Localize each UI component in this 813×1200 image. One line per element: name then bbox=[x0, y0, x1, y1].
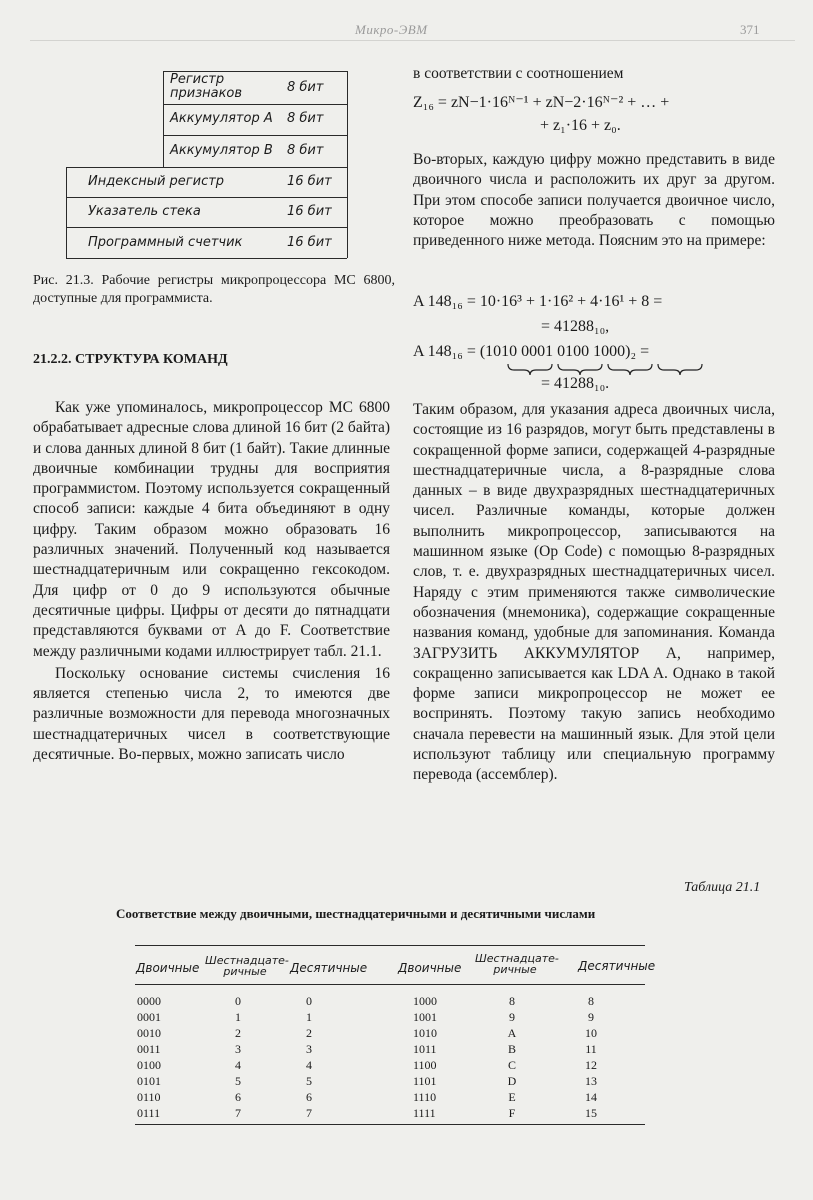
register-pc-bits: 16 бит bbox=[287, 235, 332, 250]
register-index-bits: 16 бит bbox=[287, 174, 332, 189]
underbrace-4 bbox=[658, 364, 702, 375]
header-hex-right-line1: Шестнадцате- bbox=[475, 952, 559, 965]
running-title: Микро-ЭВМ bbox=[355, 22, 428, 37]
cell-hex-right: C bbox=[507, 1058, 516, 1072]
left-column bbox=[33, 398, 390, 765]
cell-decimal-left: 5 bbox=[306, 1074, 312, 1088]
register-pc-name: Программный счетчик bbox=[88, 235, 243, 250]
register-acc-a-bits: 8 бит bbox=[287, 111, 324, 126]
formula-1-line-2: + z₁·16 + z₀. bbox=[540, 117, 621, 134]
cell-binary-right: 1101 bbox=[413, 1074, 437, 1088]
cell-binary-left: 0111 bbox=[137, 1106, 161, 1120]
table-title: Соответствие между двоичными, шестнадцатеричными и десятичными числами bbox=[116, 906, 596, 921]
cell-binary-left: 0100 bbox=[137, 1058, 161, 1072]
formula-2-line-1: A 148₁₆ = 10·16³ + 1·16² + 4·16¹ + 8 = bbox=[413, 293, 663, 310]
header-hex-left-line2: ричные bbox=[223, 965, 267, 978]
cell-binary-left: 0101 bbox=[137, 1074, 161, 1088]
cell-binary-right: 1010 bbox=[413, 1026, 437, 1040]
cell-hex-left: 0 bbox=[235, 994, 241, 1008]
cell-hex-right: F bbox=[508, 1106, 516, 1120]
cell-decimal-left: 7 bbox=[306, 1106, 312, 1120]
header-hex-left-line1: Шестнадцате- bbox=[205, 954, 289, 967]
cell-hex-left: 2 bbox=[235, 1026, 241, 1040]
left-paragraph-1: Как уже упоминалось, микропроцессор МС 6800 обрабатывает адресные слова длиной 16 бит (2 байта) и слова данных длиной 8 бит (1 байт). Такие длинные двоичные комбинации трудны для восприятия программистом. Поэтому используется сокращенный способ записи: каждые 4 бита объединяют в одну цифру. Таким образом можно образовать 16 различных значений. Полученный код называется шестнадцатеричным или сокращенно гексокодом. Для цифр от 0 до 9 используются обычные десятичные цифры. Цифры от десяти до пятнадцати представляются буквами от A до F. Соответствие между различными кодами иллюстрирует табл. 21.1. bbox=[33, 399, 390, 660]
cell-decimal-right: 14 bbox=[585, 1090, 597, 1104]
register-stack-name: Указатель стека bbox=[88, 204, 201, 219]
formula-3-line-1: A 148₁₆ = (1010 0001 0100 1000)₂ = bbox=[413, 343, 650, 360]
header-binary-left: Двоичные bbox=[136, 961, 200, 975]
cell-hex-right: 9 bbox=[509, 1010, 515, 1024]
cell-decimal-left: 3 bbox=[306, 1042, 312, 1056]
cell-binary-right: 1110 bbox=[413, 1090, 437, 1104]
cell-hex-right: D bbox=[507, 1074, 517, 1088]
table-label: Таблица 21.1 bbox=[684, 880, 761, 895]
register-index-name: Индексный регистр bbox=[88, 174, 225, 189]
right-paragraph-1: Во-вторых, каждую цифру можно представить в виде двоичного числа и расположить их друг за другом. При этом способе записи получается двоичное число, которое можно преобразовать с помощью приведенного ниже метода. Поясним это на примере: bbox=[413, 151, 775, 250]
header-binary-right: Двоичные bbox=[398, 961, 462, 975]
right-intro: в соответствии с соотношением bbox=[413, 65, 624, 82]
cell-decimal-right: 8 bbox=[588, 994, 594, 1008]
cell-binary-left: 0110 bbox=[137, 1090, 161, 1104]
cell-decimal-right: 10 bbox=[585, 1026, 597, 1040]
table-bottom-rule bbox=[135, 1124, 645, 1125]
cell-decimal-right: 12 bbox=[585, 1058, 597, 1072]
underbrace-2 bbox=[558, 364, 602, 375]
header-decimal-left: Десятичные bbox=[290, 961, 368, 975]
header-decimal-right: Десятичные bbox=[578, 959, 656, 973]
underbrace-1 bbox=[508, 364, 552, 375]
cell-binary-left: 0011 bbox=[137, 1042, 161, 1056]
cell-binary-right: 1011 bbox=[413, 1042, 437, 1056]
register-acc-a-name: Аккумулятор А bbox=[170, 111, 273, 126]
table-header-rule bbox=[135, 984, 645, 985]
formula-2-line-2: = 41288₁₀, bbox=[541, 318, 610, 335]
cell-hex-left: 4 bbox=[235, 1058, 241, 1072]
cell-decimal-right: 13 bbox=[585, 1074, 597, 1088]
register-stack-bits: 16 бит bbox=[287, 204, 332, 219]
register-flags-name-1: Регистр bbox=[170, 72, 225, 87]
register-flags-name-2: признаков bbox=[170, 86, 243, 101]
cell-binary-right: 1111 bbox=[413, 1106, 436, 1120]
cell-hex-right: A bbox=[507, 1026, 517, 1040]
cell-decimal-left: 0 bbox=[306, 994, 312, 1008]
cell-decimal-right: 11 bbox=[585, 1042, 597, 1056]
header-hex-right-line2: ричные bbox=[493, 963, 537, 976]
cell-hex-left: 5 bbox=[235, 1074, 241, 1088]
header-hex-right bbox=[475, 952, 559, 976]
cell-decimal-right: 15 bbox=[585, 1106, 597, 1120]
register-flags-bits: 8 бит bbox=[287, 80, 324, 95]
cell-binary-right: 1000 bbox=[413, 994, 437, 1008]
cell-hex-right: B bbox=[507, 1042, 516, 1056]
cell-hex-left: 6 bbox=[235, 1090, 241, 1104]
cell-binary-left: 0000 bbox=[137, 994, 161, 1008]
cell-decimal-left: 6 bbox=[306, 1090, 312, 1104]
cell-binary-right: 1100 bbox=[413, 1058, 437, 1072]
header-rule bbox=[30, 40, 795, 41]
figure-caption: Рис. 21.3. Рабочие регистры микропроцессора МС 6800, доступные для программиста. bbox=[33, 273, 395, 306]
right-paragraph-2: Таким образом, для указания адреса двоичных числа, состоящие из 16 разрядов, могут быть представлены в сокращенной форме записи, содержащей 4-разрядные шестнадцатеричные числа, а 8-разрядные слова данных – в виде двухразрядных шестнадцатеричных чисел. Различные команды, которые должен выполнить микропроцессор, записываются на машинном языке (Op Code) с помощью 8-разрядных слов, т. е. двухразрядных шестнадцатеричных чисел. Наряду с этим применяются также символические обозначения (мнемоника), содержащие сокращенные названия команд, удобные для запоминания. Команда ЗАГРУЗИТЬ АККУМУЛЯТОР А, например, сокращенно записывается как LDA A. Однако в такой форме записи микропроцессор не может ее воспринять. Поэтому такую запись необходимо сначала перевести на машинный язык. Для этой цели используют таблицу или специальную программу перевода (ассемблер). bbox=[413, 401, 775, 784]
formula-3-line-2: = 41288₁₀. bbox=[541, 375, 610, 392]
page-number: 371 bbox=[740, 22, 760, 37]
cell-binary-right: 1001 bbox=[413, 1010, 437, 1024]
cell-hex-right: E bbox=[508, 1090, 516, 1104]
section-heading: 21.2.2. СТРУКТУРА КОМАНД bbox=[33, 352, 228, 367]
cell-hex-left: 7 bbox=[235, 1106, 241, 1120]
cell-hex-left: 1 bbox=[235, 1010, 241, 1024]
table-top-rule bbox=[135, 945, 645, 946]
cell-decimal-left: 1 bbox=[306, 1010, 312, 1024]
register-acc-b-bits: 8 бит bbox=[287, 143, 324, 158]
cell-decimal-right: 9 bbox=[588, 1010, 594, 1024]
cell-binary-left: 0001 bbox=[137, 1010, 161, 1024]
header-hex-left bbox=[205, 954, 289, 978]
left-paragraph-2: Поскольку основание системы счисления 16 является степенью числа 2, то имеются две различные возможности для перевода многозначных шестнадцатеричных чисел в соответствующие десятичные. Во-первых, можно записать число bbox=[33, 664, 390, 764]
register-acc-b-name: Аккумулятор В bbox=[170, 143, 273, 158]
cell-decimal-left: 4 bbox=[306, 1058, 312, 1072]
formula-1-line-1: Z₁₆ = zN−1·16ᴺ⁻¹ + zN−2·16ᴺ⁻² + … + bbox=[413, 94, 670, 111]
underbrace-group bbox=[506, 362, 706, 376]
cell-binary-left: 0010 bbox=[137, 1026, 161, 1040]
cell-hex-right: 8 bbox=[509, 994, 515, 1008]
cell-hex-left: 3 bbox=[235, 1042, 241, 1056]
cell-decimal-left: 2 bbox=[306, 1026, 312, 1040]
underbrace-3 bbox=[608, 364, 652, 375]
